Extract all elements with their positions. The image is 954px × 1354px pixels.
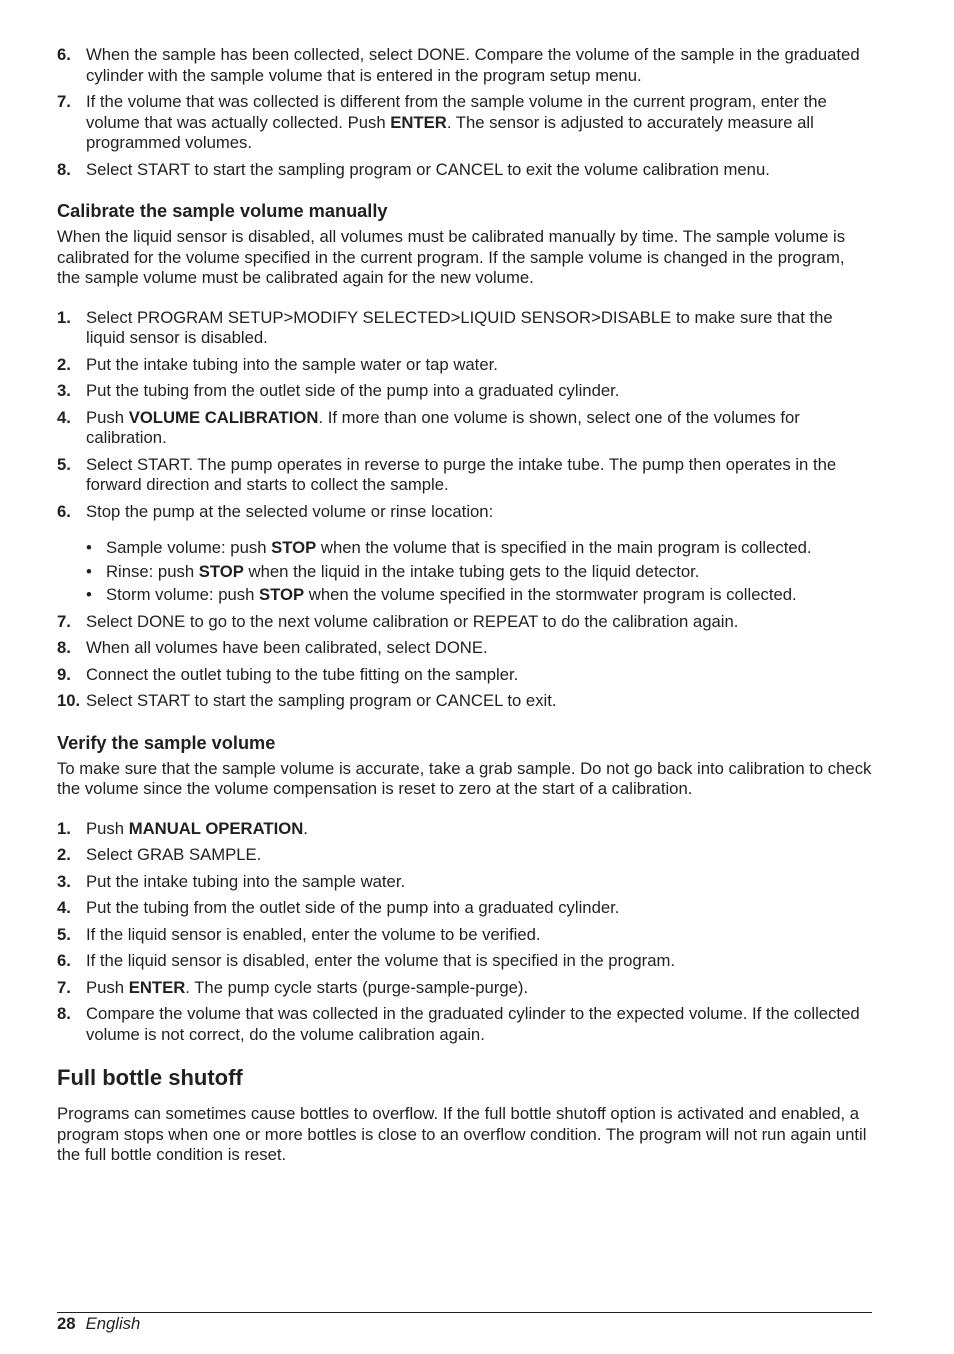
step-text: Put the intake tubing into the sample water or tap water. [86, 354, 498, 374]
list-item [57, 872, 872, 893]
step-number: 7. [57, 977, 71, 997]
list-item [57, 951, 872, 972]
step-number: 1. [57, 307, 71, 327]
list-item [57, 160, 872, 181]
bullet-item [57, 585, 872, 606]
step-text: Select START to start the sampling program or CANCEL to exit the volume calibration menu. [86, 159, 770, 179]
step-text: Put the tubing from the outlet side of the pump into a graduated cylinder. [86, 898, 620, 917]
step-text: Select DONE to go to the next volume calibration or REPEAT to do the calibration again. [86, 611, 739, 631]
calibrate-intro: When the liquid sensor is disabled, all volumes must be calibrated manually by time. The sample volume is calibrated for the volume specified in the current program. If the sample volume is changed in the program, the sample volume must be calibrated again for the new volume. [57, 227, 846, 287]
page-number: 28 [57, 1314, 76, 1333]
bullet-mark: • [86, 561, 92, 581]
bullet-mark: • [86, 585, 92, 604]
step-text: Stop the pump at the selected volume or rinse location: [86, 501, 494, 521]
list-item [57, 45, 872, 86]
step-number: 3. [57, 871, 71, 891]
list-item [57, 92, 872, 154]
list-item [57, 845, 872, 866]
page-footer [57, 1312, 872, 1334]
step-number: 4. [57, 898, 71, 917]
step-text: Put the tubing from the outlet side of the pump into a graduated cylinder. [86, 381, 620, 400]
bullet-mark: • [86, 538, 92, 557]
step-number: 8. [57, 638, 71, 657]
step-number: 4. [57, 407, 71, 427]
bullet-item [57, 562, 872, 583]
step-number: 7. [57, 611, 71, 631]
list-item [57, 925, 872, 946]
step-text: Push VOLUME CALIBRATION. If more than one volume is shown, select one of the volumes for calibration. [86, 407, 800, 447]
list-item [57, 665, 872, 686]
list-item [57, 355, 872, 376]
step-text: Select START to start the sampling program or CANCEL to exit. [86, 691, 557, 710]
list-item [57, 638, 872, 659]
step-number: 6. [57, 45, 71, 64]
step-number: 3. [57, 381, 71, 400]
bullet-list [57, 538, 872, 606]
calibrate-heading: Calibrate the sample volume manually [57, 201, 388, 221]
step-number: 8. [57, 159, 71, 179]
step-text: Put the intake tubing into the sample water. [86, 871, 406, 891]
step-number: 5. [57, 924, 71, 944]
step-text: Select PROGRAM SETUP>MODIFY SELECTED>LIQUID SENSOR>DISABLE to make sure that the liquid sensor is disabled. [86, 307, 833, 347]
list-item [57, 978, 872, 999]
list-item [57, 612, 872, 633]
step-text: Push MANUAL OPERATION. [86, 818, 308, 838]
step-number: 5. [57, 454, 71, 474]
step-number: 6. [57, 501, 71, 521]
verify-intro: To make sure that the sample volume is accurate, take a grab sample. Do not go back into calibration to check the volume since the volume compensation is reset to zero at the start of a calibration. [57, 758, 872, 798]
step-text: Select START. The pump operates in reverse to purge the intake tube. The pump then operates in the forward direction and starts to collect the sample. [86, 454, 837, 494]
list-item [57, 502, 872, 523]
list-item [57, 1004, 872, 1045]
step-number: 2. [57, 354, 71, 374]
list-item [57, 691, 872, 712]
step-number: 6. [57, 951, 71, 970]
step-text: Compare the volume that was collected in the graduated cylinder to the expected volume. If the collected volume is not correct, do the volume calibration again. [86, 1004, 860, 1044]
bullet-text: Rinse: push STOP when the liquid in the intake tubing gets to the liquid detector. [106, 561, 700, 581]
list-a [57, 45, 872, 180]
bullet-item [57, 538, 872, 559]
step-text: When the sample has been collected, select DONE. Compare the volume of the sample in the graduated cylinder with the sample volume that is entered in the program setup menu. [86, 45, 860, 85]
step-text: Connect the outlet tubing to the tube fitting on the sampler. [86, 664, 519, 684]
list-item [57, 308, 872, 349]
step-text: If the liquid sensor is enabled, enter the volume to be verified. [86, 924, 541, 944]
calibrate-steps [57, 308, 872, 712]
bullet-text: Storm volume: push STOP when the volume specified in the stormwater program is collected. [106, 585, 797, 604]
list-item [57, 381, 872, 402]
list-item [57, 455, 872, 496]
list-item [57, 408, 872, 449]
list-item [57, 898, 872, 919]
step-number: 10. [57, 691, 81, 710]
bullet-text: Sample volume: push STOP when the volume that is specified in the main program is collected. [106, 538, 812, 557]
calibrate-steps-continued [57, 612, 872, 712]
step-text: Select GRAB SAMPLE. [86, 845, 262, 864]
step-text: If the liquid sensor is disabled, enter the volume that is specified in the program. [86, 951, 676, 970]
verify-heading: Verify the sample volume [57, 732, 276, 753]
step-number: 9. [57, 664, 71, 684]
list-item [57, 819, 872, 840]
step-text: Push ENTER. The pump cycle starts (purge-sample-purge). [86, 977, 529, 997]
step-number: 2. [57, 845, 71, 864]
full-bottle-intro: Programs can sometimes cause bottles to overflow. If the full bottle shutoff option is activated and enabled, a program stops when one or more bottles is close to an overflow condition. The program will not run again until the full bottle condition is reset. [57, 1104, 867, 1164]
verify-steps [57, 819, 872, 1046]
step-number: 7. [57, 92, 71, 111]
step-number: 1. [57, 818, 71, 838]
step-text: When all volumes have been calibrated, select DONE. [86, 638, 488, 657]
step-text: If the volume that was collected is different from the sample volume in the current program, enter the volume that was actually collected. Push ENTER. The sensor is adjusted to accurately measure all programmed volumes. [86, 92, 827, 152]
footer-language: English [85, 1314, 141, 1333]
page-body [57, 45, 872, 1166]
step-number: 8. [57, 1004, 71, 1023]
full-bottle-heading: Full bottle shutoff [57, 1065, 243, 1090]
